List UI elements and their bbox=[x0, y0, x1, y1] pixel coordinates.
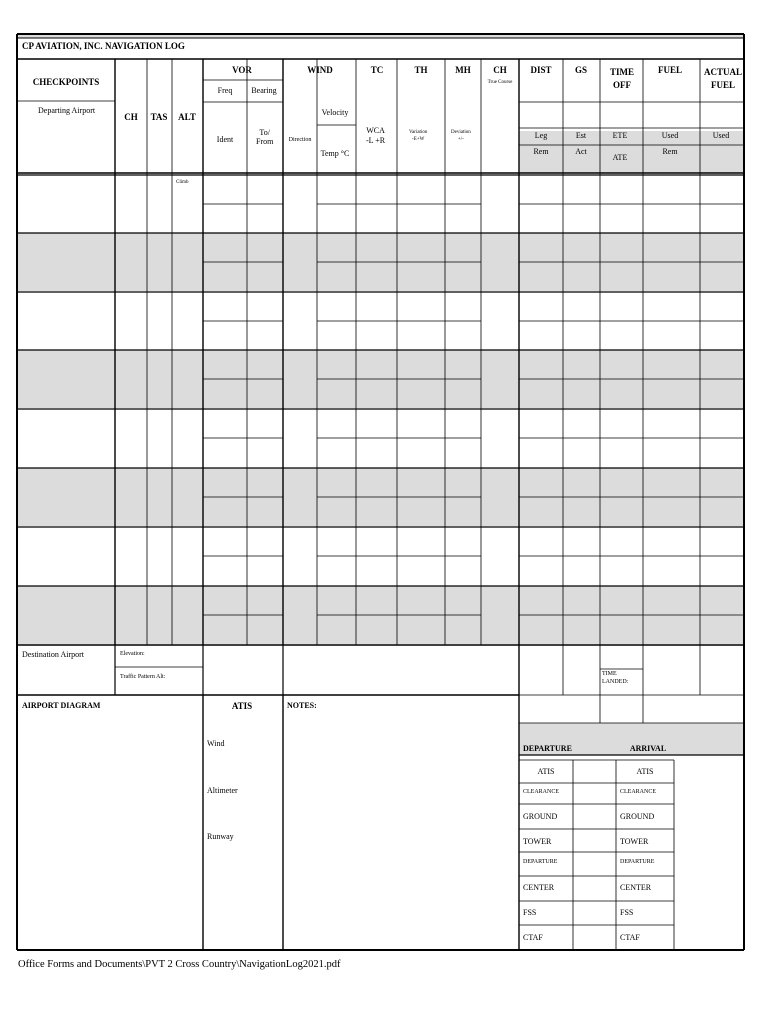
climb-label: Climb bbox=[176, 180, 189, 185]
atis-runway-label: Runway bbox=[207, 832, 234, 841]
departure-freq-ground: GROUND bbox=[523, 812, 558, 821]
destination-airport-label: Destination Airport bbox=[22, 650, 84, 659]
variation-header: Variation -E+W bbox=[409, 130, 428, 142]
leg-header: Leg bbox=[534, 131, 548, 140]
departure-freq-clearance: CLEARANCE bbox=[523, 789, 559, 795]
traffic-pattern-alt-label: Traffic Pattern Alt: bbox=[120, 674, 166, 680]
ident-header: Ident bbox=[216, 135, 234, 144]
notes-label: NOTES: bbox=[287, 701, 317, 710]
arrival-freq-clearance: CLEARANCE bbox=[620, 789, 656, 795]
fuel-used-header: Used bbox=[661, 131, 679, 140]
true-course-header: True Course bbox=[487, 80, 513, 85]
vor-header: VOR bbox=[232, 65, 252, 75]
arrival-freq-departure: DEPARTURE bbox=[620, 859, 655, 865]
atis-wind-label: Wind bbox=[207, 739, 225, 748]
departure-freq-tower: TOWER bbox=[523, 837, 552, 846]
mh-header: MH bbox=[455, 65, 471, 75]
freq-header: Freq bbox=[217, 86, 233, 95]
ch2-header: CH bbox=[493, 65, 507, 75]
ch-header: CH bbox=[124, 112, 138, 122]
direction-header: Direction bbox=[288, 137, 312, 143]
departing-airport-label: Departing Airport bbox=[38, 106, 96, 115]
departure-freq-atis: ATIS bbox=[537, 767, 555, 776]
departure-freq-fss: FSS bbox=[523, 908, 537, 917]
ate-header: ATE bbox=[612, 153, 628, 162]
fuel-header: FUEL bbox=[657, 65, 683, 75]
temp-header: Temp °C bbox=[320, 149, 350, 158]
arrival-freq-fss: FSS bbox=[620, 908, 634, 917]
arrival-freq-header: ARRIVAL bbox=[629, 744, 667, 753]
ete-header: ETE bbox=[612, 131, 628, 140]
checkpoints-header: CHECKPOINTS bbox=[32, 77, 100, 87]
act-header: Act bbox=[575, 147, 587, 156]
time-landed-label: TIME LANDED: bbox=[602, 671, 629, 685]
atis-label: ATIS bbox=[231, 701, 253, 711]
footer-file-path: Office Forms and Documents\PVT 2 Cross Country\NavigationLog2021.pdf bbox=[18, 959, 341, 970]
tas-header: TAS bbox=[150, 112, 168, 122]
arrival-freq-center: CENTER bbox=[620, 883, 652, 892]
actual-used-header: Used bbox=[712, 131, 730, 140]
company-name: CP AVIATION, INC. bbox=[22, 41, 103, 51]
arrival-freq-ctaf: CTAF bbox=[620, 933, 640, 942]
airport-diagram-label: AIRPORT DIAGRAM bbox=[22, 701, 101, 710]
arrival-freq-atis: ATIS bbox=[636, 767, 654, 776]
elevation-label: Elevation: bbox=[120, 651, 145, 657]
departure-freq-header: DEPARTURE bbox=[523, 744, 572, 753]
bearing-header: Bearing bbox=[251, 86, 277, 95]
departure-freq-departure: DEPARTURE bbox=[523, 859, 558, 865]
tc-header: TC bbox=[370, 65, 384, 75]
est-header: Est bbox=[575, 131, 587, 140]
arrival-freq-tower: TOWER bbox=[620, 837, 649, 846]
form-title: NAVIGATION LOG bbox=[105, 41, 185, 51]
arrival-freq-ground: GROUND bbox=[620, 812, 655, 821]
fuel-rem-header: Rem bbox=[662, 147, 678, 156]
gs-header: GS bbox=[574, 65, 588, 75]
wind-header: WIND bbox=[307, 65, 333, 75]
velocity-header: Velocity bbox=[321, 108, 349, 117]
dist-header: DIST bbox=[530, 65, 552, 75]
dist-rem-header: Rem bbox=[533, 147, 549, 156]
departure-freq-center: CENTER bbox=[523, 883, 555, 892]
departure-freq-ctaf: CTAF bbox=[523, 933, 543, 942]
deviation-header: Deviation +/- bbox=[451, 130, 471, 142]
time-off-header: TIME OFF bbox=[610, 67, 635, 91]
actual-fuel-header: ACTUAL FUEL bbox=[704, 67, 743, 91]
to-from-header: To/ From bbox=[256, 128, 274, 147]
wca-header: WCA -L +R bbox=[366, 126, 386, 145]
th-header: TH bbox=[414, 65, 428, 75]
alt-header: ALT bbox=[178, 112, 196, 122]
atis-altimeter-label: Altimeter bbox=[207, 786, 238, 795]
